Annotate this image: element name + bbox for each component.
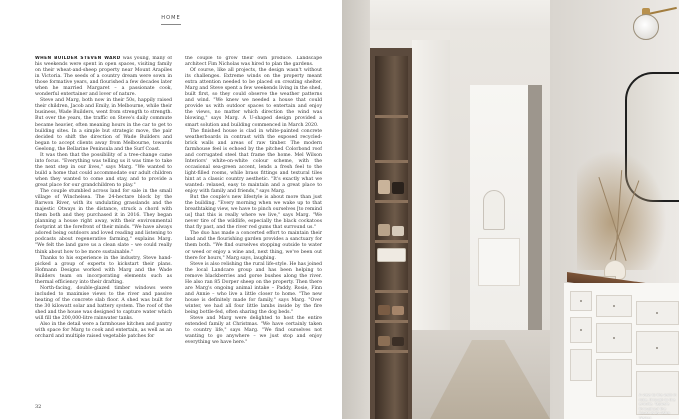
page-number: 32 (35, 404, 42, 410)
drawer-knob (656, 347, 658, 349)
paragraph: Steve is also relishing the rural life-style. He has joined the local Landcare group and has been helping to remove blackberries and gorse bushes along the river. He also ran 85 Dorper sheep on the property. Then there are Marg's ongoing animal intake – Paddy, Rosie, Finn and Annie – who live a little closer to home. "The new house is definitely made for family," says Marg. "Over winter, we had all four little lambs inside by the fire being bottle-fed, often sharing the dog beds." (185, 261, 322, 315)
section-label: HOME (161, 15, 181, 21)
paragraph: It was then that the possibility of a tree-change came into focus. "Everything was telling us it was time to take the next step in our lives," says Marg. "We wanted to build a home that could accommodate our adult children when they wanted to come and stay, and to provide a great place for our grandchildren to play." (35, 152, 172, 188)
wall-lamp-globe (633, 14, 659, 40)
drawer (570, 349, 592, 381)
interior-photo (342, 0, 679, 419)
photo-caption: A view to the walk-in robe, through to the ensuite. Tapware throughout the house is by Astra Walker. (639, 393, 677, 419)
paragraph: the couple to grow their own produce. Landscape architect Fim Nicholas was hired to plan the gardens. (185, 56, 322, 68)
paragraph: The finished house is clad in white-painted concrete weatherboards in contrast with the exposed recycled-brick walls and areas of raw timber. The modern farmhouse feel is echoed by the pitched Colorbond roof and corrugated steel that frame the home. Mel Wilson Interiors' white-on-white colour scheme, with the occasional sea-green accent, lends a fresh feel to the light-filled rooms, while brass fittings and textural tiles hint at a classic country aesthetic. "It's exactly what we wanted: relaxed, easy to maintain and a great place to enjoy with family and friends," says Marg. (185, 128, 322, 195)
article-column-2 (185, 56, 322, 386)
paragraph: Steve and Marg, both now in their 50s, happily raised their children, Jacob and Emily, in Melbourne, while their business, Wade Builders, went from strength to strength. But over the years, the traffic on Steve's daily commute became heavier, often meaning hours in the car to get to building sites. In a simple but strategic move, the pair decided to shift the direction of Wade Builders and began to accept clients away from Melbourne, towards Geelong, the Bellarine Peninsula and the Surf Coast. (35, 98, 172, 152)
lead-paragraph (35, 56, 172, 98)
shelf-board (375, 240, 408, 243)
robe-shelving-interior (375, 56, 408, 419)
paragraph: Also in the detail were a farmhouse kitchen and pantry with space for Marg to cook and entertain, as well as an orchard and multiple raised vegetable patches for (35, 322, 172, 340)
storage-box (377, 248, 406, 262)
paragraph: Of course, like all projects, the design wasn't without its challenges. Extreme winds on the property meant extra attention needed to be placed on creating shelter. Marg and Steve spent a few weekends living in the shed, built first, so they could observe the weather patterns and wind. "We knew we needed a house that could provide us with outdoor spaces to entertain and enjoy the views, no matter which direction the wind was blowing," says Marg. A U-shaped design provided a smart solution and building commenced in March 2020. (185, 68, 322, 128)
ensuite-mirror (483, 190, 505, 230)
shoe (378, 180, 390, 194)
paragraph: The couple stumbled across land for sale in the small village of Winchelsea. The 24-hectare block by the Barwon River, with its undulating grasslands and the majestic Otways in the distance, struck a chord with them both and they purchased it in 2016. They began planning a house right away, with their environmental footprint at the forefront of their minds. "We have always adored being outdoors and loved reading and listening to podcasts about regenerative farming," explains Marg. "We felt the land gave us a clean slate – we could really think about how to be more sustainable." (35, 189, 172, 255)
paragraph: Thanks to his experience in the industry, Steve hand-picked a group of experts to kickstart their plans. Hofmann Designs worked with Marg and the Wade Builders team on incorporating elements such as thermal efficiency into their drafting. (35, 255, 172, 285)
shoe (392, 306, 404, 315)
drawer-knob (580, 329, 582, 331)
shelf-board (375, 200, 408, 203)
article-column-1 (35, 56, 172, 386)
paragraph: The duo has made a concerted effort to maintain their land and the flourishing garden provides a sanctuary for them both. "We find ourselves stopping outside to water or weed or enjoy a wine and, next thing, we've been out there for hours," Marg says, laughing. (185, 231, 322, 261)
ensuite-vanity (478, 238, 520, 286)
left-wall (342, 0, 370, 419)
paragraph: North-facing, double-glazed timber windows were included to maximise views to the river and passive heating of the concrete slab floor. A shed was built for the 30 kilowatt solar and battery system. The roof of the shed and the house was designed to capture water which will fill the 200,000-litre rainwater tanks. (35, 285, 172, 322)
drawer-knob (580, 300, 582, 302)
shelf-board (375, 350, 408, 353)
shoe (392, 337, 404, 346)
shelf-board (375, 320, 408, 323)
shoe (392, 182, 404, 194)
drawer (596, 359, 632, 397)
section-rule (161, 24, 181, 25)
shelf-board (375, 115, 408, 118)
shoe (392, 226, 404, 236)
shoe (378, 224, 390, 236)
shelf-board (375, 160, 408, 163)
shelf-board (375, 290, 408, 293)
lead-in: WHEN BUILDER STEVEN WARD (35, 56, 121, 61)
drawer-knob (613, 305, 615, 307)
shoe (378, 305, 390, 315)
paragraph: But the couple's new lifestyle is about more than just the building. "Every morning when we wake up to that breathtaking view, we have to pinch ourselves [to remind us] that this is really where we live," says Marg. "We never tire of the wildlife, especially the black cockatoos that fly past, and the river red gums that surround us." (185, 195, 322, 231)
drawer-knob (656, 312, 658, 314)
paragraph: was young, many of his weekends were spent in open spaces, visiting family on their wheat-and-sheep property near Mount Arapiles in Victoria. The seeds of a country dream were sown in those formative years, and flourished a few decades later when he married Margaret – a passionate cook, wonderful entertainer and lover of nature. (35, 56, 172, 98)
door-edge (528, 85, 542, 335)
paragraph: Steve and Marg were delighted to host the entire extended family at Christmas. "We have certainly taken to country life," says Marg. "We find ourselves not wanting to go anywhere – we just stop and enjoy everything we have here." (185, 316, 322, 346)
shoe (378, 336, 390, 346)
drawer-knob (613, 337, 615, 339)
